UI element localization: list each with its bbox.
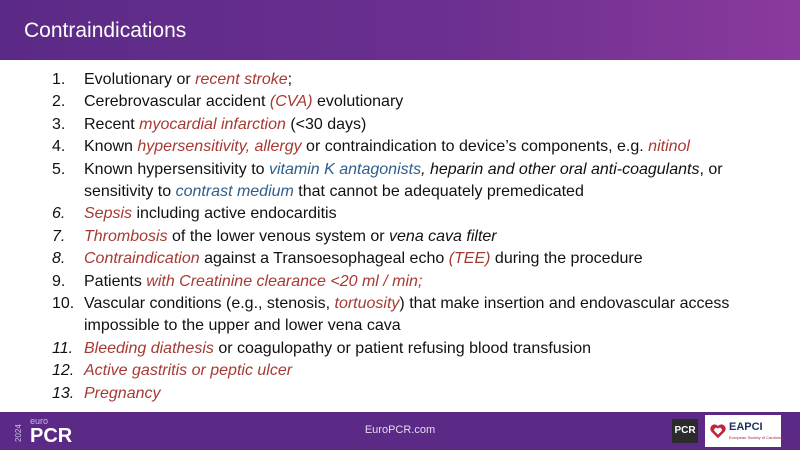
list-item-number: 6. [52, 205, 66, 223]
list-item-number: 10. [52, 295, 75, 313]
list-item [52, 248, 782, 270]
list-item-text: during the procedure [490, 250, 643, 268]
list-item-text: including active endocarditis [132, 205, 337, 223]
list-item-text: Pregnancy [84, 384, 161, 402]
logo-euro-text: euro [30, 416, 49, 426]
slide-footer [0, 412, 800, 450]
list-item-number: 3. [52, 115, 66, 133]
list-item-text: vena cava filter [389, 227, 497, 245]
list-item [52, 203, 782, 225]
list-item [52, 69, 782, 91]
list-item-text: Thrombosis [84, 227, 168, 245]
list-item-text: or coagulopathy or patient refusing blood transfusion [213, 339, 592, 357]
list-item-text: ; [287, 71, 293, 88]
contraindications-list [52, 69, 782, 405]
list-item-text: vitamin K antagonists [268, 160, 422, 178]
list-item [52, 226, 782, 248]
list-item-text: tortuosity [334, 295, 400, 313]
list-item-number: 5. [52, 160, 66, 178]
list-item [52, 338, 782, 360]
list-item-number: 13. [52, 384, 75, 402]
list-item [52, 136, 782, 158]
list-item-text: (<30 days) [285, 115, 367, 133]
list-item-number: 9. [52, 272, 66, 290]
list-item-text: Bleeding diathesis [84, 339, 214, 357]
list-item-text: Cerebrovascular accident [84, 93, 270, 111]
list-item-text: Patients [84, 272, 147, 290]
list-item-text: against a Transoesophageal echo [199, 250, 449, 268]
list-item [52, 159, 782, 204]
list-item-text: recent stroke [195, 71, 288, 88]
heart-icon [709, 422, 727, 440]
list-item-number: 8. [52, 250, 66, 268]
footer-url[interactable]: EuroPCR.com [364, 424, 436, 436]
list-item-number: 4. [52, 138, 66, 156]
logo-year: 2024 [14, 424, 23, 442]
list-item-text: Recent [84, 115, 140, 133]
list-item-text: (CVA) [269, 93, 313, 111]
list-item-number: 2. [52, 93, 66, 111]
list-item-text: Sepsis [84, 205, 133, 223]
list-item-text: (TEE) [448, 250, 491, 268]
list-item [52, 293, 782, 338]
list-item-number: 1. [52, 71, 66, 88]
list-item [52, 383, 782, 405]
list-item-text: myocardial infarction [139, 115, 286, 133]
list-item-text: Known [84, 138, 138, 156]
list-item-text: or contraindication to device’s components, e.g. [301, 138, 649, 156]
eapci-subtitle: European Society of Cardiology [729, 435, 786, 440]
list-item-text: evolutionary [312, 93, 404, 111]
slide-title: Contraindications [24, 19, 187, 42]
list-item-text: Evolutionary or [84, 71, 196, 88]
list-item [52, 114, 782, 136]
list-item-text: that cannot be adequately premedicated [293, 183, 584, 201]
eapci-logo [705, 415, 786, 447]
list-item-text: contrast medium [175, 183, 294, 201]
logo-pcr-text: PCR [30, 425, 73, 447]
list-item-text: hypersensitivity, allergy [137, 138, 302, 156]
eapci-label: EAPCI [729, 421, 763, 433]
list-item-text: Vascular conditions (e.g., stenosis, [84, 295, 335, 313]
list-item [52, 271, 782, 293]
list-item-text: nitinol [648, 138, 690, 156]
list-item-text: with Creatinine clearance <20 ml / min; [146, 272, 423, 290]
list-item-text: Active gastritis or peptic ulcer [84, 362, 293, 380]
list-item-number: 11. [52, 339, 74, 357]
list-item-text: of the lower venous system or [167, 227, 390, 245]
slide-header [0, 0, 800, 60]
list-item [52, 360, 782, 382]
list-item [52, 91, 782, 113]
pcr-badge-logo: PCR [672, 419, 698, 443]
list-item-number: 7. [52, 227, 66, 245]
list-item-text: ) that make insertion and endovascular access impossible to the upper and lower vena cava [84, 295, 730, 335]
list-item-number: 12. [52, 362, 75, 380]
list-item-text: Contraindication [84, 250, 200, 268]
list-item-text: , heparin and other oral anti-coagulants [421, 160, 700, 178]
list-item-text: , or sensitivity to [84, 160, 723, 201]
list-item-text: Known hypersensitivity to [84, 160, 269, 178]
